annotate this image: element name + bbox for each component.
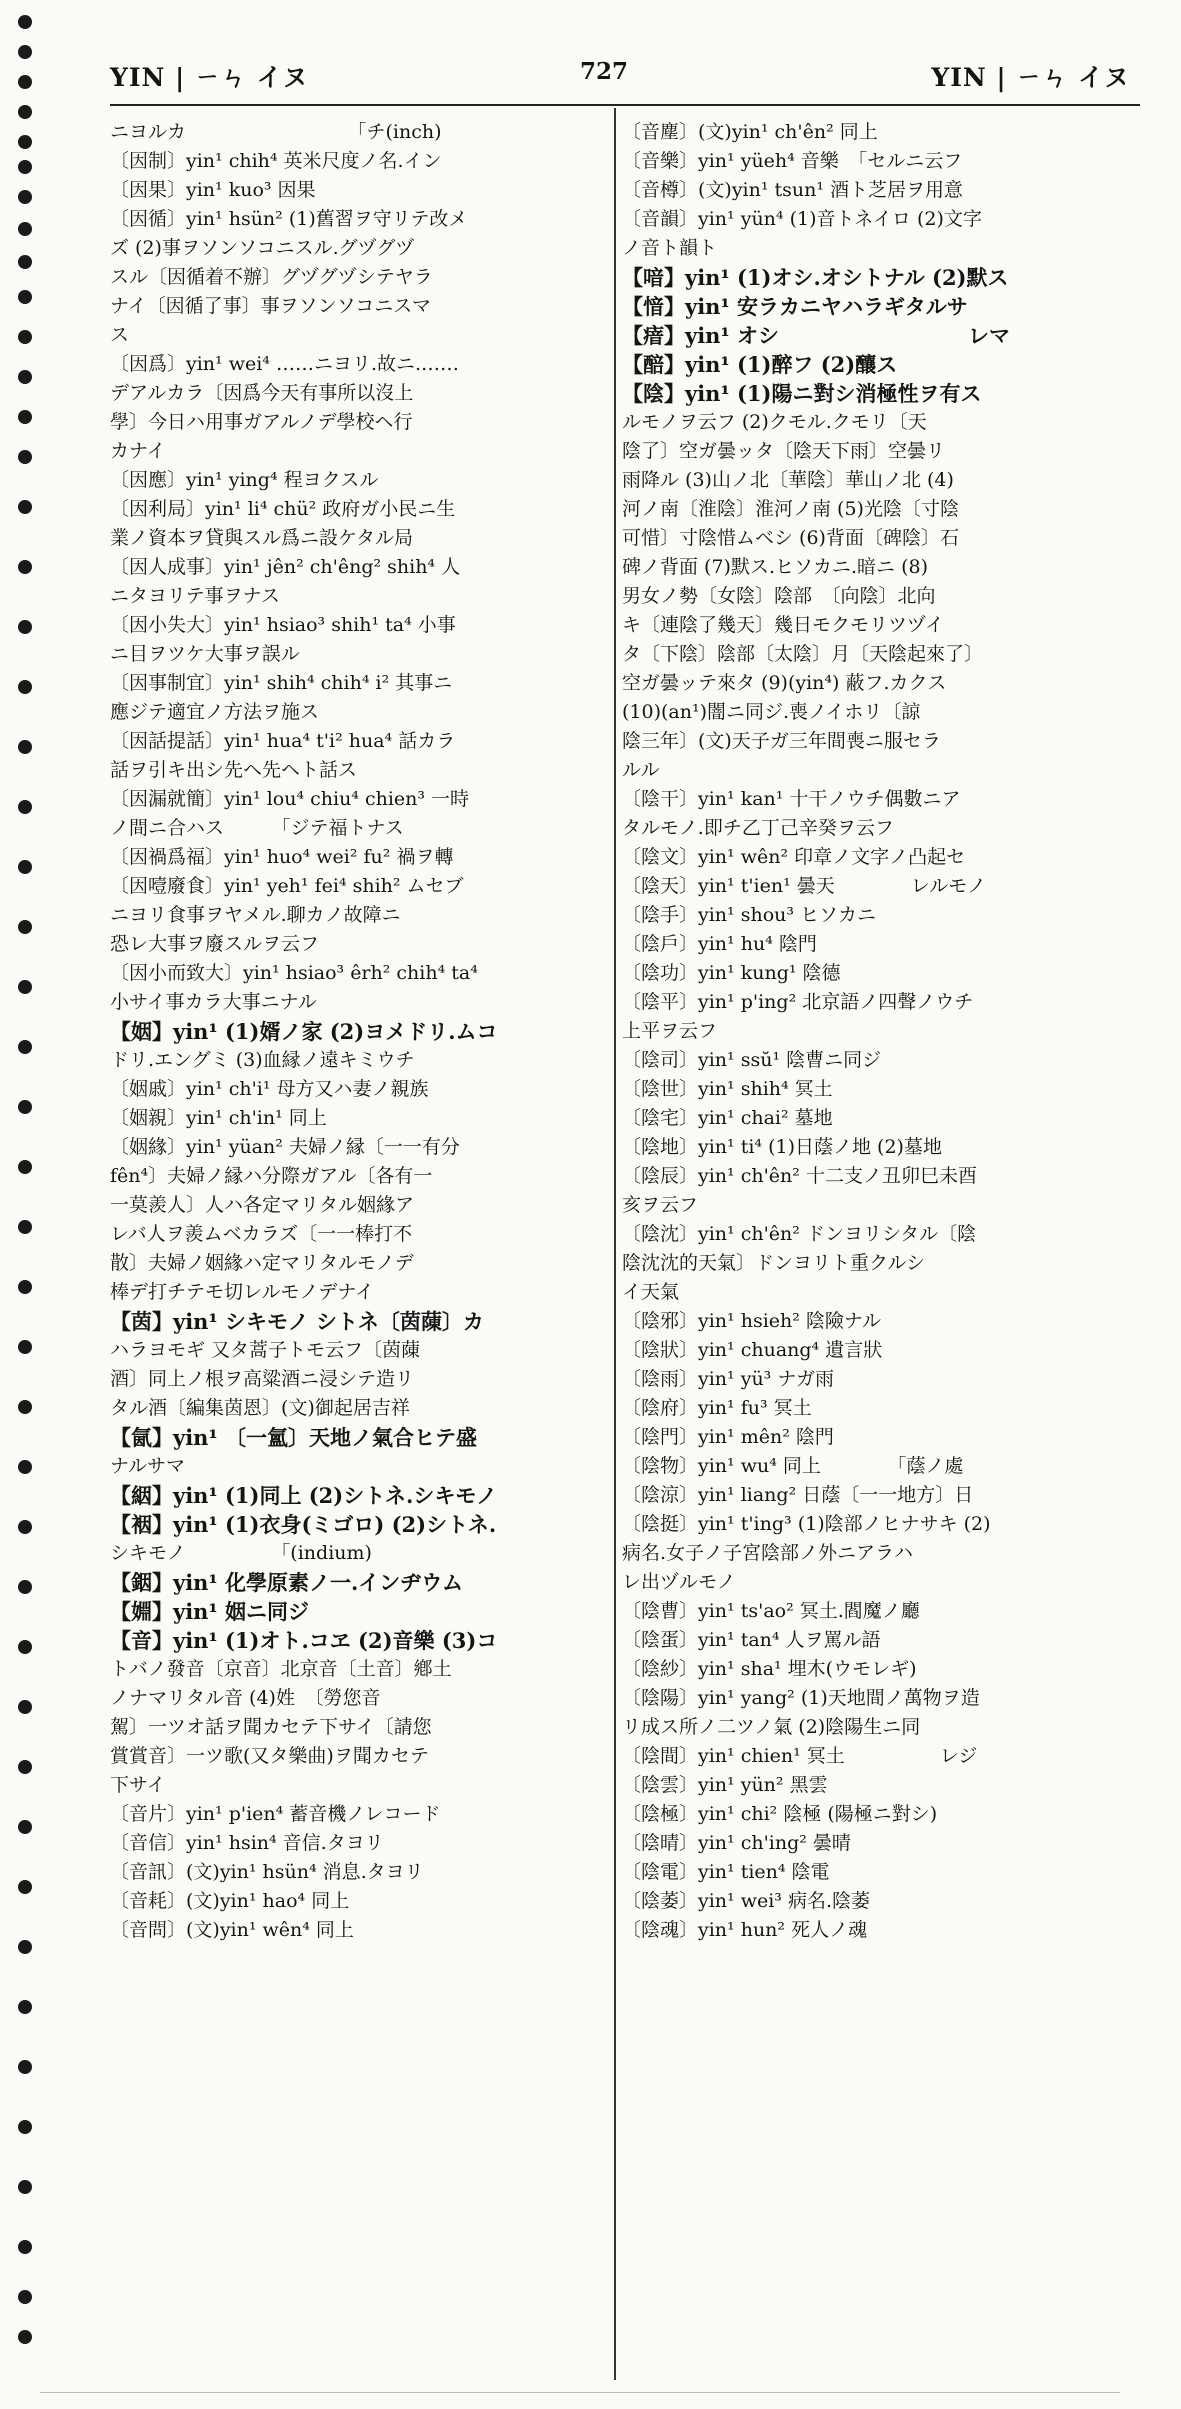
dictionary-line: 〔陰雲〕yin¹ yün² 黑雲 — [622, 1774, 828, 1796]
dictionary-line: fên⁴〕夫婦ノ縁ハ分際ガアル〔各有一 — [110, 1165, 433, 1187]
header-rule — [110, 104, 1140, 106]
dictionary-line: 【音】yin¹ (1)オト.コヱ (2)音樂 (3)コ — [110, 1628, 498, 1653]
dictionary-line: 〔姻戚〕yin¹ ch'i¹ 母方又ハ妻ノ親族 — [110, 1078, 429, 1100]
dictionary-line: 【愔】yin¹ 安ラカニヤハラギタルサ — [622, 294, 968, 319]
binder-hole — [18, 620, 32, 634]
dictionary-line: 〔陰狀〕yin¹ chuang⁴ 遺言狀 — [622, 1339, 883, 1361]
binder-hole — [18, 450, 32, 464]
binder-hole — [18, 1880, 32, 1894]
page-number: 727 — [580, 58, 629, 85]
header-left-guide: YIN | ㄧㄣ イヌ — [110, 63, 309, 92]
dictionary-line: ドリ.エングミ (3)血縁ノ遠キミウチ — [110, 1049, 415, 1071]
binder-hole — [18, 1820, 32, 1834]
dictionary-line: 〔陰雨〕yin¹ yü³ ナガ雨 — [622, 1368, 834, 1390]
binder-hole — [18, 410, 32, 424]
binder-hole — [18, 2240, 32, 2254]
dictionary-line: 〔陰府〕yin¹ fu³ 冥土 — [622, 1397, 812, 1419]
dictionary-line: 【氤】yin¹ 〔一氳〕天地ノ氣合ヒテ盛 — [110, 1425, 477, 1450]
dictionary-line: 〔陰平〕yin¹ p'ing² 北京語ノ四聲ノウチ — [622, 991, 974, 1013]
dictionary-line: ニ目ヲツケ大事ヲ誤ル — [110, 643, 300, 665]
binder-hole — [18, 2120, 32, 2134]
dictionary-line: トバノ發音〔京音〕北京音〔土音〕鄕土 — [110, 1658, 452, 1680]
dictionary-line: 散〕夫婦ノ姻緣ハ定マリタルモノデ — [110, 1252, 414, 1274]
dictionary-line: ノナマリタル音 (4)姓 〔勞您音 — [110, 1687, 381, 1709]
dictionary-line: タ〔下陰〕陰部〔太陰〕月〔天陰起來了〕 — [622, 643, 984, 665]
dictionary-line: イ天氣 — [622, 1281, 680, 1303]
dictionary-line: 〔陰戶〕yin¹ hu⁴ 陰門 — [622, 933, 817, 955]
dictionary-line: 〔陰曹〕yin¹ ts'ao² 冥土.閻魔ノ廳 — [622, 1600, 920, 1622]
dictionary-line: 〔陰沈〕yin¹ ch'ên² ドンヨリシタル〔陰 — [622, 1223, 977, 1245]
binder-hole — [18, 2060, 32, 2074]
dictionary-line: 陰沈沈的天氣〕ドンヨリト重クルシ — [622, 1252, 925, 1274]
dictionary-line: 〔陰手〕yin¹ shou³ ヒソカニ — [622, 904, 877, 926]
dictionary-line: 賞賞音〕一ツ歌(又タ樂曲)ヲ聞カセテ — [110, 1745, 429, 1767]
binder-hole — [18, 2330, 32, 2344]
dictionary-line: シキモノ 「(indium) — [110, 1542, 372, 1564]
binder-hole — [18, 160, 32, 174]
dictionary-line: 棒デ打チテモ切レルモノデナイ — [110, 1281, 375, 1303]
dictionary-line: ナルサマ — [110, 1455, 186, 1477]
dictionary-line: 男女ノ勢〔女陰〕陰部 〔向陰〕北向 — [622, 585, 936, 607]
dictionary-line: 〔音訊〕(文)yin¹ hsün⁴ 消息.タヨリ — [110, 1861, 424, 1883]
binder-hole — [18, 1100, 32, 1114]
binder-hole — [18, 1280, 32, 1294]
dictionary-line: 〔陰世〕yin¹ shih⁴ 冥土 — [622, 1078, 833, 1100]
dictionary-line: 〔因話提話〕yin¹ hua⁴ t'i² hua⁴ 話カラ — [110, 730, 456, 752]
binder-hole — [18, 1160, 32, 1174]
binder-hole — [18, 105, 32, 119]
binder-hole — [18, 1520, 32, 1534]
dictionary-line: 應ジテ適宜ノ方法ヲ施ス — [110, 701, 320, 723]
dictionary-line: 河ノ南〔淮陰〕淮河ノ南 (5)光陰〔寸陰 — [622, 498, 959, 520]
dictionary-line: 〔音耗〕(文)yin¹ hao⁴ 同上 — [110, 1890, 350, 1912]
dictionary-line: 【喑】yin¹ (1)オシ.オシトナル (2)默ス — [622, 265, 1009, 290]
dictionary-line: 〔音韻〕yin¹ yün⁴ (1)音トネイロ (2)文字 — [622, 208, 982, 230]
dictionary-line: 病名.女子ノ子宮陰部ノ外ニアラハ — [622, 1542, 914, 1564]
page-bottom-edge — [40, 2392, 1120, 2393]
binder-hole — [18, 500, 32, 514]
dictionary-line: 〔因利局〕yin¹ li⁴ chü² 政府ガ小民ニ生 — [110, 498, 456, 520]
binder-hole — [18, 980, 32, 994]
dictionary-line: ニヨルカ 「チ(inch) — [110, 121, 442, 143]
dictionary-line: 話ヲ引キ出シ先ヘ先ヘト話ス — [110, 759, 358, 781]
column-divider — [614, 108, 616, 2380]
dictionary-line: 〔陰陽〕yin¹ yang² (1)天地間ノ萬物ヲ造 — [622, 1687, 980, 1709]
binder-hole — [18, 15, 32, 29]
binder-hole — [18, 1580, 32, 1594]
dictionary-line: タル酒〔編集茵恩〕(文)御起居吉祥 — [110, 1397, 410, 1419]
binder-hole — [18, 2180, 32, 2194]
binder-hole — [18, 560, 32, 574]
dictionary-line: 〔陰涼〕yin¹ liang² 日蔭〔一一地方〕日 — [622, 1484, 974, 1506]
binder-hole — [18, 1640, 32, 1654]
dictionary-line: 〔陰間〕yin¹ chien¹ 冥土 レジ — [622, 1745, 978, 1767]
dictionary-line: カナイ — [110, 440, 166, 462]
dictionary-line: 【醅】yin¹ (1)醉フ (2)釀ス — [622, 352, 898, 377]
binder-hole — [18, 222, 32, 236]
binder-hole — [18, 330, 32, 344]
dictionary-line: キ〔連陰了幾天〕幾日モクモリツヅイ — [622, 614, 945, 636]
dictionary-line: 雨降ル (3)山ノ北〔華陰〕華山ノ北 (4) — [622, 469, 954, 491]
binder-hole — [18, 2290, 32, 2304]
dictionary-line: 小サイ事カラ大事ニナル — [110, 991, 317, 1013]
dictionary-line: 〔音片〕yin¹ p'ien⁴ 蓄音機ノレコード — [110, 1803, 441, 1825]
binder-hole — [18, 1400, 32, 1414]
dictionary-line: 〔陰干〕yin¹ kan¹ 十干ノウチ偶數ニア — [622, 788, 961, 810]
dictionary-line: 陰了〕空ガ曇ッタ〔陰天下雨〕空曇リ — [622, 440, 946, 462]
dictionary-line: 【絪】yin¹ (1)同上 (2)シトネ.シキモノ — [110, 1483, 498, 1508]
dictionary-line: (10)(an¹)闇ニ同ジ.喪ノイホリ〔諒 — [622, 701, 921, 723]
dictionary-line: 〔陰極〕yin¹ chi² 陰極 (陽極ニ對シ) — [622, 1803, 938, 1825]
dictionary-line: スル〔因循着不辦〕グヅグヅシテヤラ — [110, 266, 433, 288]
dictionary-line: 〔陰地〕yin¹ ti⁴ (1)日蔭ノ地 (2)墓地 — [622, 1136, 942, 1158]
binder-hole — [18, 1340, 32, 1354]
dictionary-line: 〔陰司〕yin¹ ssŭ¹ 陰曹ニ同ジ — [622, 1049, 882, 1071]
dictionary-line: ニヨリ食事ヲヤメル.聊カノ故障ニ — [110, 904, 401, 926]
dictionary-line: 陰三年〕(文)天子ガ三年間喪ニ服セラ — [622, 730, 941, 752]
dictionary-line: リ成ス所ノ二ツノ氣 (2)陰陽生ニ同 — [622, 1716, 921, 1738]
dictionary-line: 【銦】yin¹ 化學原素ノ一.インヂウム — [110, 1570, 464, 1595]
dictionary-line: 〔陰門〕yin¹ mên² 陰門 — [622, 1426, 834, 1448]
dictionary-line: 〔因爲〕yin¹ wei⁴ ……ニヨリ.故ニ.…… — [110, 353, 460, 375]
dictionary-line: 〔因漏就簡〕yin¹ lou⁴ chiu⁴ chien³ 一時 — [110, 788, 470, 810]
binder-hole — [18, 680, 32, 694]
binder-hole — [18, 740, 32, 754]
binder-hole — [18, 800, 32, 814]
dictionary-line: 〔姻親〕yin¹ ch'in¹ 同上 — [110, 1107, 327, 1129]
dictionary-line: ノ音ト韻ト — [622, 237, 718, 259]
dictionary-line: レバ人ヲ羨ムベカラズ〔一一棒打不 — [110, 1223, 413, 1245]
binder-hole — [18, 1460, 32, 1474]
binder-hole — [18, 860, 32, 874]
page-header — [110, 58, 1130, 98]
binder-holes — [0, 0, 60, 2409]
header-right-guide: YIN | ㄧㄣ イヌ — [931, 63, 1130, 92]
binder-hole — [18, 370, 32, 384]
dictionary-line: 〔姻緣〕yin¹ yüan² 夫婦ノ縁〔一一有分 — [110, 1136, 460, 1158]
dictionary-line: 〔陰蛋〕yin¹ tan⁴ 人ヲ罵ル語 — [622, 1629, 881, 1651]
dictionary-line: 【茵】yin¹ シキモノ シトネ〔茵蔯〕カ — [110, 1309, 484, 1334]
binder-hole — [18, 45, 32, 59]
dictionary-line: 下サイ — [110, 1774, 166, 1796]
dictionary-line: 業ノ資本ヲ貸與スル爲ニ設ケタル局 — [110, 527, 414, 549]
dictionary-line: 〔陰邪〕yin¹ hsieh² 陰險ナル — [622, 1310, 881, 1332]
binder-hole — [18, 135, 32, 149]
dictionary-line: ズ (2)事ヲソンソコニスル.グヅグヅ — [110, 237, 415, 259]
dictionary-line: 恐レ大事ヲ廢スルヲ云フ — [110, 933, 320, 955]
dictionary-line: 〔音信〕yin¹ hsin⁴ 音信.タヨリ — [110, 1832, 384, 1854]
dictionary-line: 〔陰魂〕yin¹ hun² 死人ノ魂 — [622, 1919, 868, 1941]
dictionary-line: 〔因果〕yin¹ kuo³ 因果 — [110, 179, 316, 201]
dictionary-line: 【裀】yin¹ (1)衣身(ミゴロ) (2)シトネ. — [110, 1512, 497, 1537]
dictionary-line: 〔陰天〕yin¹ t'ien¹ 曇天 レルモノ — [622, 875, 987, 897]
dictionary-line: 亥ヲ云フ — [622, 1194, 699, 1216]
dictionary-line: レ出ヅルモノ — [622, 1571, 736, 1593]
dictionary-line: 〔陰晴〕yin¹ ch'ing² 曇晴 — [622, 1832, 851, 1854]
dictionary-line: 〔陰物〕yin¹ wu⁴ 同上 「蔭ノ處 — [622, 1455, 964, 1477]
dictionary-line: 〔陰電〕yin¹ tien⁴ 陰電 — [622, 1861, 830, 1883]
binder-hole — [18, 1700, 32, 1714]
dictionary-line: 空ガ曇ッテ來タ (9)(yin⁴) 蔽フ.カクス — [622, 672, 947, 694]
dictionary-line: 〔因噎廢食〕yin¹ yeh¹ fei⁴ shih² ムセブ — [110, 875, 464, 897]
binder-hole — [18, 290, 32, 304]
dictionary-line: 〔陰文〕yin¹ wên² 印章ノ文字ノ凸起セ — [622, 846, 966, 868]
dictionary-line: ナイ〔因循了事〕事ヲソンソコニスマ — [110, 295, 431, 317]
binder-hole — [18, 2000, 32, 2014]
dictionary-line: デアルカラ〔因爲今天有事所以沒上 — [110, 382, 414, 404]
binder-hole — [18, 1940, 32, 1954]
dictionary-line: 〔音樽〕(文)yin¹ tsun¹ 酒ト芝居ヲ用意 — [622, 179, 964, 201]
dictionary-line: 【瘖】yin¹ オシ レマ — [622, 323, 1010, 348]
binder-hole — [18, 920, 32, 934]
dictionary-line: 〔因應〕yin¹ ying⁴ 程ヨクスル — [110, 469, 379, 491]
dictionary-line: ス — [110, 324, 130, 346]
dictionary-line: 〔音塵〕(文)yin¹ ch'ên² 同上 — [622, 121, 878, 143]
dictionary-line: 〔音問〕(文)yin¹ wên⁴ 同上 — [110, 1919, 354, 1941]
dictionary-line: ハラヨモギ 又タ蒿子トモ云フ〔茵蔯 — [110, 1339, 421, 1361]
dictionary-line: タルモノ.即チ乙丁己辛癸ヲ云フ — [622, 817, 894, 839]
dictionary-line: 〔因禍爲福〕yin¹ huo⁴ wei² fu² 禍ヲ轉 — [110, 846, 454, 868]
dictionary-line: ノ間ニ合ハス 「ジテ福トナス — [110, 817, 404, 839]
dictionary-line: 〔陰宅〕yin¹ chai² 墓地 — [622, 1107, 833, 1129]
dictionary-line: 【婣】yin¹ 姻ニ同ジ — [110, 1599, 309, 1624]
dictionary-line: 〔因循〕yin¹ hsün² (1)舊習ヲ守リテ改メ — [110, 208, 468, 230]
dictionary-line: 上平ヲ云フ — [622, 1020, 718, 1042]
binder-hole — [18, 1220, 32, 1234]
dictionary-line: 〔因制〕yin¹ chih⁴ 英米尺度ノ名.イン — [110, 150, 442, 172]
dictionary-line: 〔陰挺〕yin¹ t'ing³ (1)陰部ノヒナサキ (2) — [622, 1513, 991, 1535]
dictionary-line: 駕〕一ツオ話ヲ聞カセテ下サイ〔請您 — [110, 1716, 432, 1738]
dictionary-line: ルル — [622, 759, 660, 781]
dictionary-line: 〔陰功〕yin¹ kung¹ 陰德 — [622, 962, 841, 984]
binder-hole — [18, 75, 32, 89]
left-column — [110, 118, 608, 2380]
dictionary-line: 酒〕同上ノ根ヲ高粱酒ニ浸シテ造リ — [110, 1368, 415, 1390]
dictionary-line: 碑ノ背面 (7)默ス.ヒソカニ.暗ニ (8) — [622, 556, 928, 578]
dictionary-line: 〔因事制宜〕yin¹ shih⁴ chih⁴ i² 其事ニ — [110, 672, 453, 694]
dictionary-line: 可惜〕寸陰惜ムベシ (6)背面〔碑陰〕石 — [622, 527, 959, 549]
dictionary-line: 〔因小而致大〕yin¹ hsiao³ êrh² chih⁴ ta⁴ — [110, 962, 478, 984]
dictionary-line: 【姻】yin¹ (1)婿ノ家 (2)ヨメドリ.ムコ — [110, 1019, 498, 1044]
dictionary-line: 〔陰辰〕yin¹ ch'ên² 十二支ノ丑卯巳未酉 — [622, 1165, 977, 1187]
binder-hole — [18, 1760, 32, 1774]
binder-hole — [18, 190, 32, 204]
dictionary-line: ニタヨリテ事ヲナス — [110, 585, 280, 607]
right-column — [622, 118, 1140, 2380]
dictionary-line: 一莫羨人〕人ハ各定マリタル姻緣ア — [110, 1194, 415, 1216]
dictionary-line: ルモノヲ云フ (2)クモル.クモリ〔天 — [622, 411, 927, 433]
dictionary-line: 〔因人成事〕yin¹ jên² ch'êng² shih⁴ 人 — [110, 556, 461, 578]
dictionary-line: 〔音樂〕yin¹ yüeh⁴ 音樂 「セルニ云フ — [622, 150, 963, 172]
dictionary-line: 學〕今日ハ用事ガアルノデ學校ヘ行 — [110, 411, 413, 433]
dictionary-line: 〔陰紗〕yin¹ sha¹ 埋木(ウモレギ) — [622, 1658, 917, 1680]
binder-hole — [18, 1040, 32, 1054]
dictionary-line: 【陰】yin¹ (1)陽ニ對シ消極性ヲ有ス — [622, 381, 982, 406]
binder-hole — [18, 255, 32, 269]
dictionary-line: 〔因小失大〕yin¹ hsiao³ shih¹ ta⁴ 小事 — [110, 614, 456, 636]
dictionary-line: 〔陰萎〕yin¹ wei³ 病名.陰萎 — [622, 1890, 870, 1912]
